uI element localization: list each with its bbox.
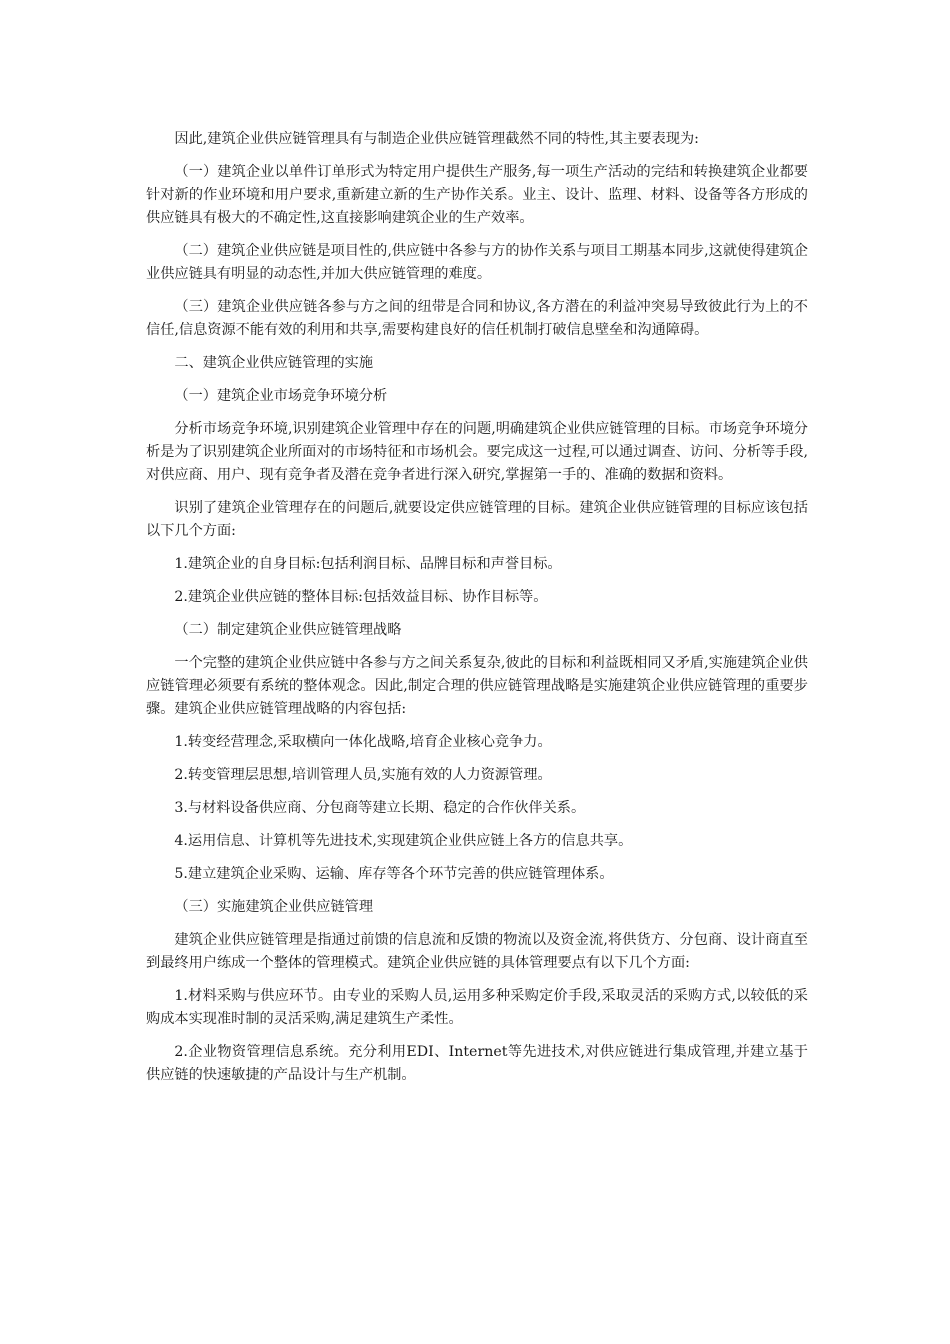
paragraph-feature-3: （三）建筑企业供应链各参与方之间的纽带是合同和协议,各方潜在的利益冲突易导致彼此行为上的不信任,信息资源不能有效的利用和共享,需要构建良好的信任机制打破信息壁垒和沟通障碍。 (146, 299, 808, 338)
subsection-heading-market-analysis: （一）建筑企业市场竞争环境分析 (174, 388, 388, 404)
list-item-strategy-5: 5.建立建筑企业采购、运输、库存等各个环节完善的供应链管理体系。 (174, 866, 614, 882)
subsection-heading-strategy: （二）制定建筑企业供应链管理战略 (174, 622, 402, 638)
list-item-goal-2: 2.建筑企业供应链的整体目标:包括效益目标、协作目标等。 (174, 589, 548, 605)
paragraph-strategy: 一个完整的建筑企业供应链中各参与方之间关系复杂,彼此的目标和利益既相同又矛盾,实施建筑企业供应链管理必须要有系统的整体观念。因此,制定合理的供应链管理战略是实施建筑企业供应链管理的重要步骤。建筑企业供应链管理战略的内容包括: (146, 655, 808, 717)
paragraph-intro: 因此,建筑企业供应链管理具有与制造企业供应链管理截然不同的特性,其主要表现为: (174, 131, 699, 147)
list-item-strategy-2: 2.转变管理层思想,培训管理人员,实施有效的人力资源管理。 (174, 767, 552, 783)
paragraph-goals-intro: 识别了建筑企业管理存在的问题后,就要设定供应链管理的目标。建筑企业供应链管理的目标应该包括以下几个方面: (146, 500, 808, 539)
paragraph-feature-2: （二）建筑企业供应链是项目性的,供应链中各参与方的协作关系与项目工期基本同步,这就使得建筑企业供应链具有明显的动态性,并加大供应链管理的难度。 (146, 243, 808, 282)
paragraph-implementation: 建筑企业供应链管理是指通过前馈的信息流和反馈的物流以及资金流,将供货方、分包商、设计商直至到最终用户练成一个整体的管理模式。建筑企业供应链的具体管理要点有以下几个方面: (146, 932, 808, 971)
list-item-implementation-2: 2.企业物资管理信息系统。充分利用EDI、Internet等先进技术,对供应链进行集成管理,并建立基于供应链的快速敏捷的产品设计与生产机制。 (146, 1044, 808, 1083)
document-body (146, 128, 808, 1097)
paragraph-market-analysis: 分析市场竞争环境,识别建筑企业管理中存在的问题,明确建筑企业供应链管理的目标。市场竞争环境分析是为了识别建筑企业所面对的市场特征和市场机会。要完成这一过程,可以通过调查、访问、分析等手段,对供应商、用户、现有竞争者及潜在竞争者进行深入研究,掌握第一手的、准确的数据和资料。 (146, 421, 808, 483)
list-item-strategy-3: 3.与材料设备供应商、分包商等建立长期、稳定的合作伙伴关系。 (174, 800, 586, 816)
list-item-strategy-1: 1.转变经营理念,采取横向一体化战略,培育企业核心竞争力。 (174, 734, 552, 750)
section-heading-implementation: 二、建筑企业供应链管理的实施 (174, 355, 374, 371)
paragraph-feature-1: （一）建筑企业以单件订单形式为特定用户提供生产服务,每一项生产活动的完结和转换建筑企业都要针对新的作业环境和用户要求,重新建立新的生产协作关系。业主、设计、监理、材料、设备等各方形成的供应链具有极大的不确定性,这直接影响建筑企业的生产效率。 (146, 164, 808, 226)
list-item-goal-1: 1.建筑企业的自身目标:包括利润目标、品牌目标和声誉目标。 (174, 556, 562, 572)
list-item-strategy-4: 4.运用信息、计算机等先进技术,实现建筑企业供应链上各方的信息共享。 (174, 833, 633, 849)
subsection-heading-implementation: （三）实施建筑企业供应链管理 (174, 899, 374, 915)
list-item-implementation-1: 1.材料采购与供应环节。由专业的采购人员,运用多种采购定价手段,采取灵活的采购方式,以较低的采购成本实现准时制的灵活采购,满足建筑生产柔性。 (146, 988, 808, 1027)
